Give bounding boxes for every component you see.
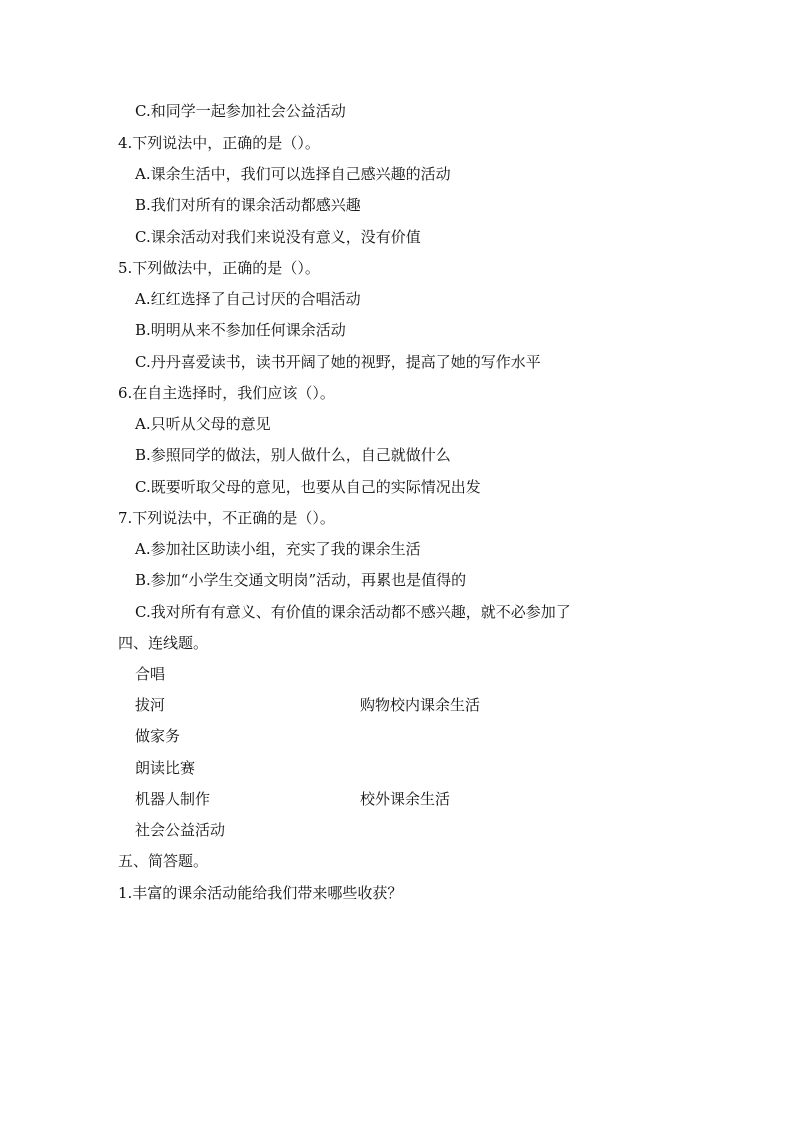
question-5-option-a: A.红红选择了自己讨厌的合唱活动: [135, 290, 361, 308]
q3-option-c: C.和同学一起参加社会公益活动: [135, 102, 346, 120]
question-5-stem: 5.下列做法中，正确的是（）。: [118, 259, 320, 277]
question-4-option-b: B.我们对所有的课余活动都感兴趣: [135, 196, 361, 214]
matching-left-item: 做家务: [135, 727, 181, 745]
short-answer-question-1: 1.丰富的课余活动能给我们带来哪些收获？: [118, 884, 403, 902]
matching-left-item: 社会公益活动: [135, 821, 226, 839]
matching-left-item: 合唱: [135, 665, 166, 683]
question-6-stem: 6.在自主选择时，我们应该（）。: [118, 384, 335, 402]
section-4-title: 四、连线题。: [118, 634, 209, 652]
question-5-option-b: B.明明从来不参加任何课余活动: [135, 321, 346, 339]
question-4-stem: 4.下列说法中，正确的是（）。: [118, 134, 320, 152]
matching-left-item: 拔河: [135, 696, 166, 714]
question-7-option-b: B.参加“小学生交通文明岗”活动，再累也是值得的: [135, 571, 467, 589]
question-6-option-b: B.参照同学的做法，别人做什么，自己就做什么: [135, 446, 451, 464]
matching-left-item: 朗读比赛: [135, 759, 196, 777]
matching-right-item: 校外课余生活: [360, 790, 451, 808]
question-4-option-a: A.课余生活中，我们可以选择自己感兴趣的活动: [135, 165, 451, 183]
question-7-option-c: C.我对所有有意义、有价值的课余活动都不感兴趣，就不必参加了: [135, 603, 571, 621]
question-7-stem: 7.下列说法中，不正确的是（）。: [118, 509, 335, 527]
section-5-title: 五、简答题。: [118, 852, 209, 870]
matching-left-item: 机器人制作: [135, 790, 211, 808]
question-4-option-c: C.课余活动对我们来说没有意义，没有价值: [135, 228, 421, 246]
question-5-option-c: C.丹丹喜爱读书，读书开阔了她的视野，提高了她的写作水平: [135, 353, 541, 371]
question-6-option-a: A.只听从父母的意见: [135, 415, 271, 433]
question-6-option-c: C.既要听取父母的意见，也要从自己的实际情况出发: [135, 478, 481, 496]
question-7-option-a: A.参加社区助读小组，充实了我的课余生活: [135, 540, 421, 558]
matching-right-item: 购物校内课余生活: [360, 696, 481, 714]
